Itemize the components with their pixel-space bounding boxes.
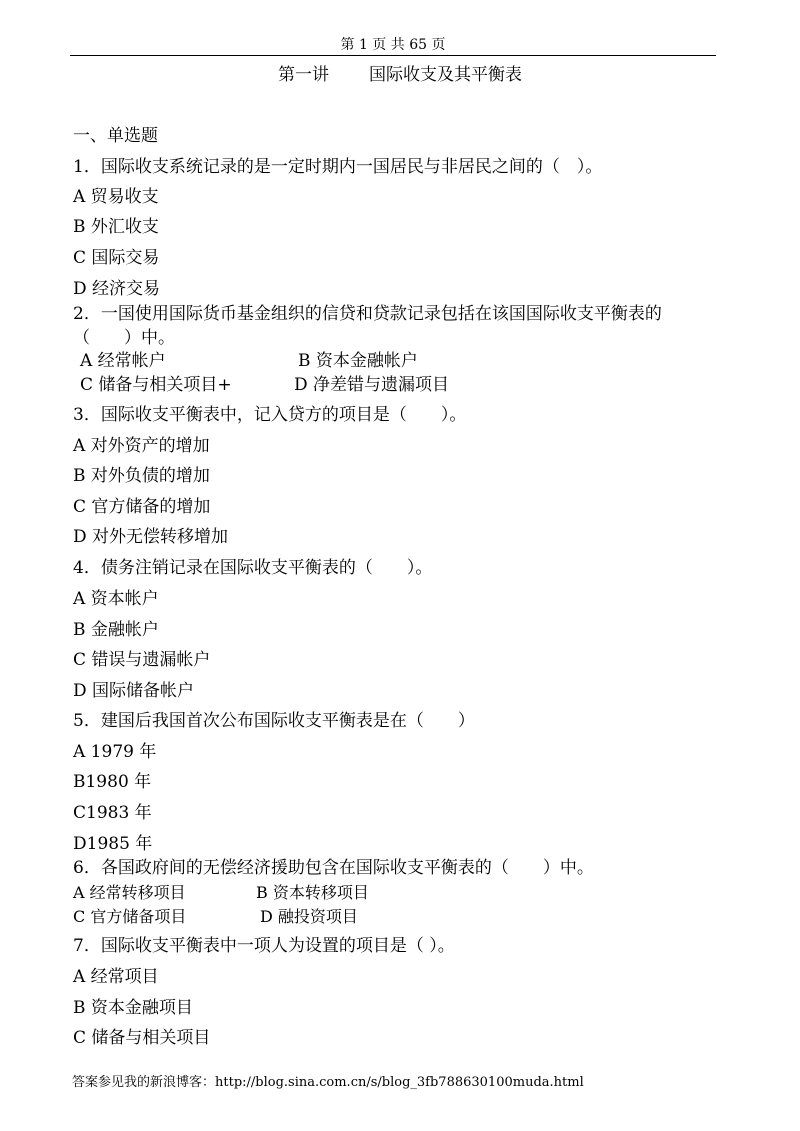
question-1-stem: 1．国际收支系统记录的是一定时期内一国居民与非居民之间的（ ）。 bbox=[73, 157, 603, 177]
question-6-option-c: C 官方储备项目 bbox=[73, 907, 187, 926]
page-footer bbox=[72, 1074, 584, 1092]
question-3-option-a: A 对外资产的增加 bbox=[73, 436, 210, 456]
question-2-option-d: D 净差错与遗漏项目 bbox=[294, 375, 450, 395]
question-3-stem: 3．国际收支平衡表中，记入贷方的项目是（ ）。 bbox=[73, 405, 467, 425]
question-1-option-a: A 贸易收支 bbox=[73, 187, 159, 207]
question-7-stem: 7．国际收支平衡表中一项人为设置的项目是（ ）。 bbox=[73, 936, 455, 956]
question-4-option-d: D 国际储备帐户 bbox=[73, 681, 195, 701]
question-1-option-d: D 经济交易 bbox=[73, 279, 161, 299]
page-indicator: 第 1 页 共 65 页 bbox=[340, 37, 446, 53]
question-4-option-b: B 金融帐户 bbox=[73, 620, 159, 640]
question-2-stem-line-2: （ ）中。 bbox=[73, 328, 175, 348]
question-6-option-a: A 经常转移项目 bbox=[73, 883, 186, 902]
lecture-title bbox=[0, 64, 800, 86]
question-1-option-b: B 外汇收支 bbox=[73, 217, 159, 237]
question-5-option-b: B1980 年 bbox=[73, 772, 152, 792]
question-5-option-d: D1985 年 bbox=[73, 834, 153, 854]
question-7-option-b: B 资本金融项目 bbox=[73, 998, 193, 1018]
question-5-option-c: C1983 年 bbox=[73, 803, 152, 823]
question-4-option-a: A 资本帐户 bbox=[73, 589, 159, 609]
question-5-stem: 5．建国后我国首次公布国际收支平衡表是在（ ） bbox=[73, 711, 475, 731]
question-2-option-c: C 储备与相关项目+ bbox=[80, 375, 232, 395]
question-5-option-a: A 1979 年 bbox=[73, 742, 157, 762]
lecture-number: 第一讲 bbox=[278, 65, 329, 85]
question-6-option-d: D 融投资项目 bbox=[260, 907, 358, 926]
page-header bbox=[70, 36, 716, 54]
question-6-stem: 6．各国政府间的无偿经济援助包含在国际收支平衡表的（ ）中。 bbox=[73, 858, 594, 878]
question-6-option-b: B 资本转移项目 bbox=[256, 883, 369, 902]
question-1-option-c: C 国际交易 bbox=[73, 248, 160, 268]
question-2-option-a: A 经常帐户 bbox=[80, 351, 166, 371]
header-rule bbox=[70, 55, 716, 56]
question-4-stem: 4．债务注销记录在国际收支平衡表的（ ）。 bbox=[73, 558, 433, 578]
question-2-stem-line-1: 2．一国使用国际货币基金组织的信贷和贷款记录包括在该国国际收支平衡表的 bbox=[73, 304, 662, 324]
question-3-option-b: B 对外负债的增加 bbox=[73, 466, 210, 486]
question-7-option-c: C 储备与相关项目 bbox=[73, 1028, 211, 1048]
question-4-option-c: C 错误与遗漏帐户 bbox=[73, 650, 211, 670]
footer-blog-link: 答案参见我的新浪博客：http://blog.sina.com.cn/s/blog_3fb788630100muda.html bbox=[72, 1075, 584, 1090]
lecture-topic: 国际收支及其平衡表 bbox=[369, 65, 522, 85]
question-7-option-a: A 经常项目 bbox=[73, 967, 159, 987]
question-3-option-c: C 官方储备的增加 bbox=[73, 497, 211, 517]
question-2-option-b: B 资本金融帐户 bbox=[298, 351, 418, 371]
section-heading: 一、单选题 bbox=[73, 126, 158, 146]
question-3-option-d: D 对外无偿转移增加 bbox=[73, 527, 229, 547]
